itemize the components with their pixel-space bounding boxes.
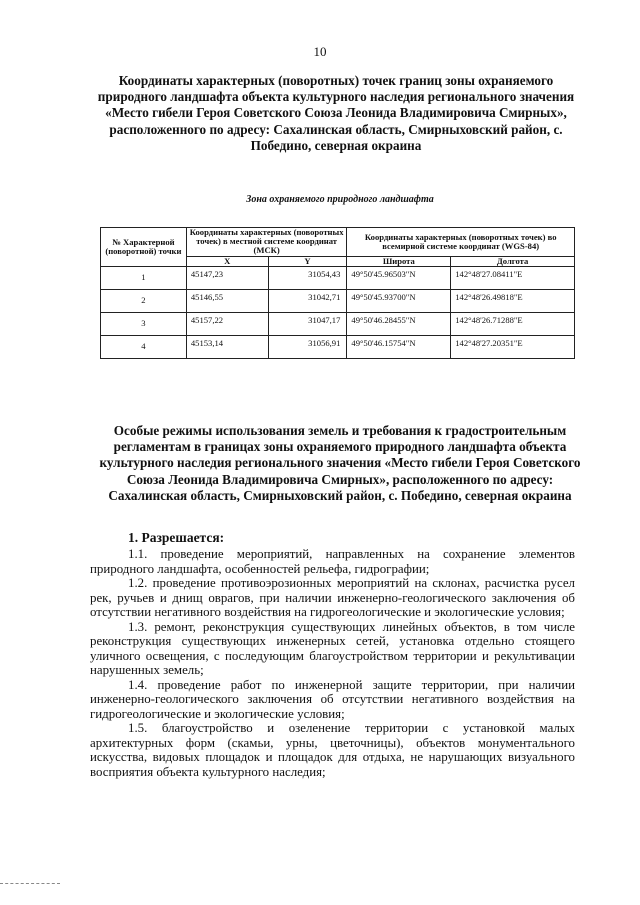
cell-x: 45147,23 xyxy=(186,266,268,289)
cell-x: 45157,22 xyxy=(186,312,268,335)
permitted-list xyxy=(90,547,575,779)
cell-lat: 49°50'46.15754"N xyxy=(347,335,451,358)
cell-x: 45146,55 xyxy=(186,289,268,312)
list-item: 1.5. благоустройство и озеленение территории с установкой малых архитектурных форм (скамьи, урны, цветочницы), объектов монументального искусства, видовых площадок и площадок для отдыха, не нарушающих визуального восприятия объекта культурного наследия; xyxy=(90,721,575,779)
table-header-row xyxy=(101,228,575,257)
col-lat-header: Широта xyxy=(347,256,451,266)
col-wgs-header: Координаты характерных (поворотных точек) во всемирной системе координат (WGS-84) xyxy=(347,228,575,257)
col-y-header: Y xyxy=(268,256,347,266)
table-caption: Зона охраняемого природного ландшафта xyxy=(246,194,434,205)
cell-lat: 49°50'45.96503"N xyxy=(347,266,451,289)
cell-lat: 49°50'45.93700"N xyxy=(347,289,451,312)
cell-lon: 142°48'27.08411"E xyxy=(451,266,575,289)
cell-point: 3 xyxy=(101,312,187,335)
document-title: Координаты характерных (поворотных) точек границ зоны охраняемого природного ландшафта объекта культурного наследия регионального значения «Место гибели Героя Советского Союза Леонида Владимировича Смирных», расположенного по адресу: Сахалинская область, Смирныховский район, с. Победино, северная окраина xyxy=(97,73,575,153)
table-row xyxy=(101,266,575,289)
scan-artifact-divider xyxy=(0,883,60,884)
cell-point: 4 xyxy=(101,335,187,358)
permitted-heading: 1. Разрешается: xyxy=(128,530,225,545)
cell-x: 45153,14 xyxy=(186,335,268,358)
list-item: 1.1. проведение мероприятий, направленных на сохранение элементов природного ландшафта, особенностей рельефа, гидрографии; xyxy=(90,547,575,576)
col-lon-header: Долгота xyxy=(451,256,575,266)
col-msk-header: Координаты характерных (поворотных точек) в местной системе координат (МСК) xyxy=(186,228,347,257)
list-item: 1.3. ремонт, реконструкция существующих линейных объектов, в том числе реконструкция существующих инженерных сетей, установка отдельно стоящего уличного освещения, с последующим благоустройством территории и рекультивации нарушенных земель; xyxy=(90,619,575,677)
table-row xyxy=(101,335,575,358)
col-point-header: № Характерной (поворотной) точки xyxy=(101,228,187,267)
section-title: Особые режимы использования земель и требования к градостроительным регламентам в границах зоны охраняемого природного ландшафта объекта культурного наследия регионального значения «Место гибели Героя Советского Союза Леонида Владимировича Смирных», расположенного по адресу: Сахалинская область, Смирныховский район, с. Победино, северная окраина xyxy=(99,423,581,503)
list-item: 1.4. проведение работ по инженерной защите территории, при наличии инженерно-геологического заключения об отсутствии негативного воздействия на гидрогеологические и экологические условия; xyxy=(90,677,575,721)
cell-lon: 142°48'27.20351"E xyxy=(451,335,575,358)
page-number: 10 xyxy=(313,44,327,59)
cell-point: 2 xyxy=(101,289,187,312)
coordinates-table xyxy=(100,227,575,359)
table-row xyxy=(101,312,575,335)
cell-point: 1 xyxy=(101,266,187,289)
col-x-header: X xyxy=(186,256,268,266)
cell-lon: 142°48'26.71288"E xyxy=(451,312,575,335)
table-row xyxy=(101,289,575,312)
list-item: 1.2. проведение противоэрозионных мероприятий на склонах, расчистка русел рек, ручьев и днищ оврагов, при наличии инженерно-геологического заключения об отсутствии негативного воздействия на гидрогеологические и экологические условия; xyxy=(90,576,575,619)
cell-y: 31056,91 xyxy=(268,335,347,358)
cell-lon: 142°48'26.49818"E xyxy=(451,289,575,312)
cell-y: 31054,43 xyxy=(268,266,347,289)
cell-lat: 49°50'46.28455"N xyxy=(347,312,451,335)
cell-y: 31047,17 xyxy=(268,312,347,335)
cell-y: 31042,71 xyxy=(268,289,347,312)
